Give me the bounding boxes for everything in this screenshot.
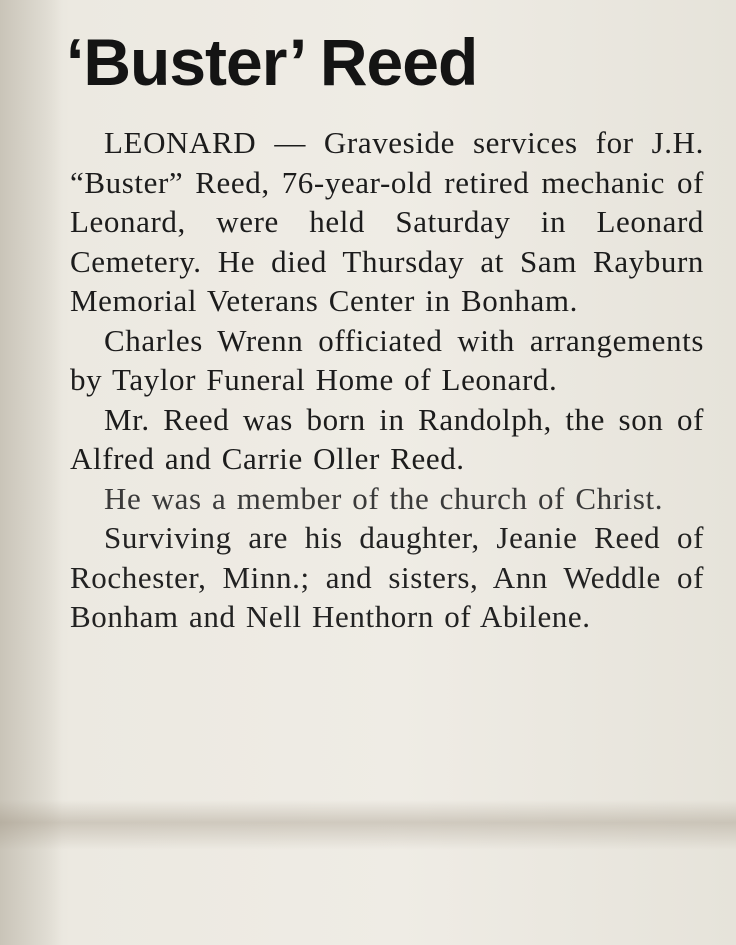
paper-fold-crease — [0, 800, 736, 850]
obituary-body — [70, 123, 704, 637]
obituary-headline: ‘Buster’ Reed — [66, 25, 478, 99]
paragraph-survivors: Surviving are his daughter, Jeanie Reed of Rochester, Minn.; and sisters, Ann Weddle of Bonham and Nell Henthorn of Abilene. — [70, 520, 704, 634]
paragraph-birth: Mr. Reed was born in Randolph, the son of Alfred and Carrie Oller Reed. — [70, 401, 704, 476]
paragraph-officiant: Charles Wrenn officiated with arrangements by Taylor Funeral Home of Leonard. — [70, 322, 704, 397]
paragraph-church: He was a member of the church of Christ. — [104, 480, 664, 516]
paragraph-services: LEONARD — Graveside services for J.H. “Buster” Reed, 76-year-old retired mechanic of Leonard, were held Saturday in Leonard Cemetery. He died Thursday at Sam Rayburn Memorial Veterans Center in Bonham. — [70, 125, 704, 318]
